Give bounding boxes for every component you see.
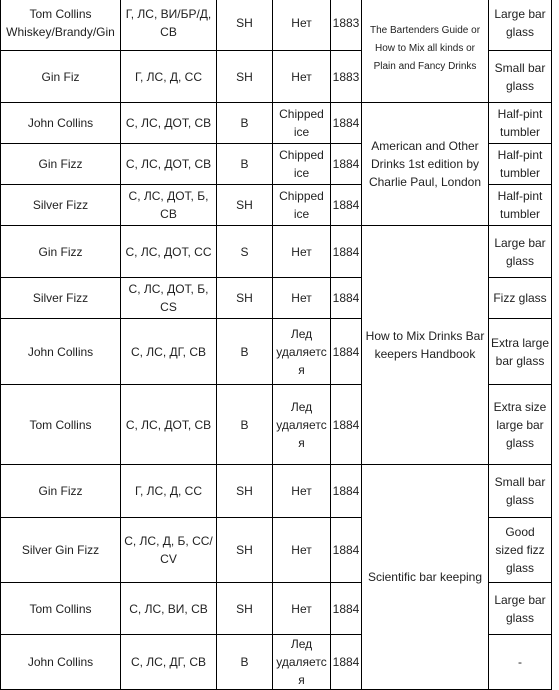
- cell-ingredients: С, ЛС, ДОТ, СВ: [121, 385, 217, 465]
- cell-glass: Half-pint tumbler: [489, 185, 552, 226]
- cell-ingredients: Г, ЛС, Д, СС: [121, 465, 217, 518]
- cell-glass: Half-pint tumbler: [489, 144, 552, 185]
- table-row: [1, 226, 552, 278]
- cell-glass: Large bar glass: [489, 226, 552, 278]
- cell-source: Scientific bar keeping: [362, 465, 489, 690]
- cell-year: 1884: [331, 185, 362, 226]
- cell-glass: Extra large bar glass: [489, 319, 552, 385]
- cell-method: SH: [217, 278, 273, 319]
- cell-method: SH: [217, 51, 273, 103]
- cell-source: American and Other Drinks 1st edition by Charlie Paul, London: [362, 103, 489, 226]
- table-row: [1, 0, 552, 51]
- cell-name: Tom Collins: [1, 385, 121, 465]
- cell-year: 1884: [331, 319, 362, 385]
- cell-name: Silver Fizz: [1, 185, 121, 226]
- cell-ice: Нет: [273, 278, 331, 319]
- cell-name: John Collins: [1, 319, 121, 385]
- cell-ingredients: С, ЛС, ДОТ, СВ: [121, 103, 217, 144]
- cell-glass: -: [489, 635, 552, 690]
- cell-method: SH: [217, 185, 273, 226]
- cell-ingredients: С, ЛС, ДОТ, СВ: [121, 144, 217, 185]
- cell-ice: Нет: [273, 51, 331, 103]
- cell-year: 1884: [331, 518, 362, 583]
- cell-glass: Large bar glass: [489, 0, 552, 51]
- cell-method: B: [217, 319, 273, 385]
- cell-ingredients: С, ЛС, ДОТ, Б, СВ: [121, 185, 217, 226]
- cell-method: SH: [217, 465, 273, 518]
- cell-name: Gin Fiz: [1, 51, 121, 103]
- cell-source: The Bartenders Guide or How to Mix all kinds or Plain and Fancy Drinks: [362, 0, 489, 103]
- cell-ingredients: С, ЛС, ВИ, СВ: [121, 583, 217, 635]
- cell-year: 1883: [331, 51, 362, 103]
- cell-year: 1884: [331, 144, 362, 185]
- cell-method: B: [217, 385, 273, 465]
- cell-method: S: [217, 226, 273, 278]
- cell-method: B: [217, 103, 273, 144]
- cell-name: Tom Collins: [1, 583, 121, 635]
- cell-name: John Collins: [1, 635, 121, 690]
- cell-ice: Chipped ice: [273, 185, 331, 226]
- cell-year: 1884: [331, 635, 362, 690]
- cell-ingredients: С, ЛС, ДГ, СВ: [121, 319, 217, 385]
- cell-ingredients: С, ЛС, Д, Б, СС/ CV: [121, 518, 217, 583]
- cell-source: How to Mix Drinks Bar keepers Handbook: [362, 226, 489, 465]
- cell-year: 1884: [331, 103, 362, 144]
- cell-glass: Small bar glass: [489, 51, 552, 103]
- cell-ice: Лед удаляется: [273, 319, 331, 385]
- cell-method: SH: [217, 583, 273, 635]
- cell-ingredients: Г, ЛС, Д, СС: [121, 51, 217, 103]
- cell-ice: Нет: [273, 518, 331, 583]
- cell-ingredients: Г, ЛС, ВИ/БР/Д, СВ: [121, 0, 217, 51]
- cell-ingredients: С, ЛС, ДОТ, Б, CS: [121, 278, 217, 319]
- cell-name: Gin Fizz: [1, 144, 121, 185]
- cell-ice: Нет: [273, 583, 331, 635]
- cell-year: 1884: [331, 278, 362, 319]
- cell-glass: Fizz glass: [489, 278, 552, 319]
- cell-ingredients: С, ЛС, ДГ, СВ: [121, 635, 217, 690]
- table-row: [1, 103, 552, 144]
- cell-ice: Нет: [273, 226, 331, 278]
- cell-name: Gin Fizz: [1, 465, 121, 518]
- cell-name: Silver Gin Fizz: [1, 518, 121, 583]
- cell-ice: Лед удаляется: [273, 385, 331, 465]
- cell-name: Gin Fizz: [1, 226, 121, 278]
- cell-ice: Лед удаляется: [273, 635, 331, 690]
- cell-method: B: [217, 144, 273, 185]
- cell-year: 1884: [331, 465, 362, 518]
- cell-name: Silver Fizz: [1, 278, 121, 319]
- cell-year: 1884: [331, 385, 362, 465]
- cell-year: 1883: [331, 0, 362, 51]
- table-row: [1, 465, 552, 518]
- cell-method: B: [217, 635, 273, 690]
- cell-glass: Small bar glass: [489, 465, 552, 518]
- cell-ice: Нет: [273, 0, 331, 51]
- cell-year: 1884: [331, 583, 362, 635]
- cell-ice: Chipped ice: [273, 103, 331, 144]
- cell-method: SH: [217, 0, 273, 51]
- cell-name: John Collins: [1, 103, 121, 144]
- cell-name: Tom Collins Whiskey/Brandy/Gin: [1, 0, 121, 51]
- cell-ingredients: С, ЛС, ДОТ, СС: [121, 226, 217, 278]
- cell-glass: Large bar glass: [489, 583, 552, 635]
- cell-ice: Нет: [273, 465, 331, 518]
- cell-glass: Half-pint tumbler: [489, 103, 552, 144]
- cell-glass: Good sized fizz glass: [489, 518, 552, 583]
- cell-method: SH: [217, 518, 273, 583]
- cell-glass: Extra size large bar glass: [489, 385, 552, 465]
- cell-ice: Chipped ice: [273, 144, 331, 185]
- cell-year: 1884: [331, 226, 362, 278]
